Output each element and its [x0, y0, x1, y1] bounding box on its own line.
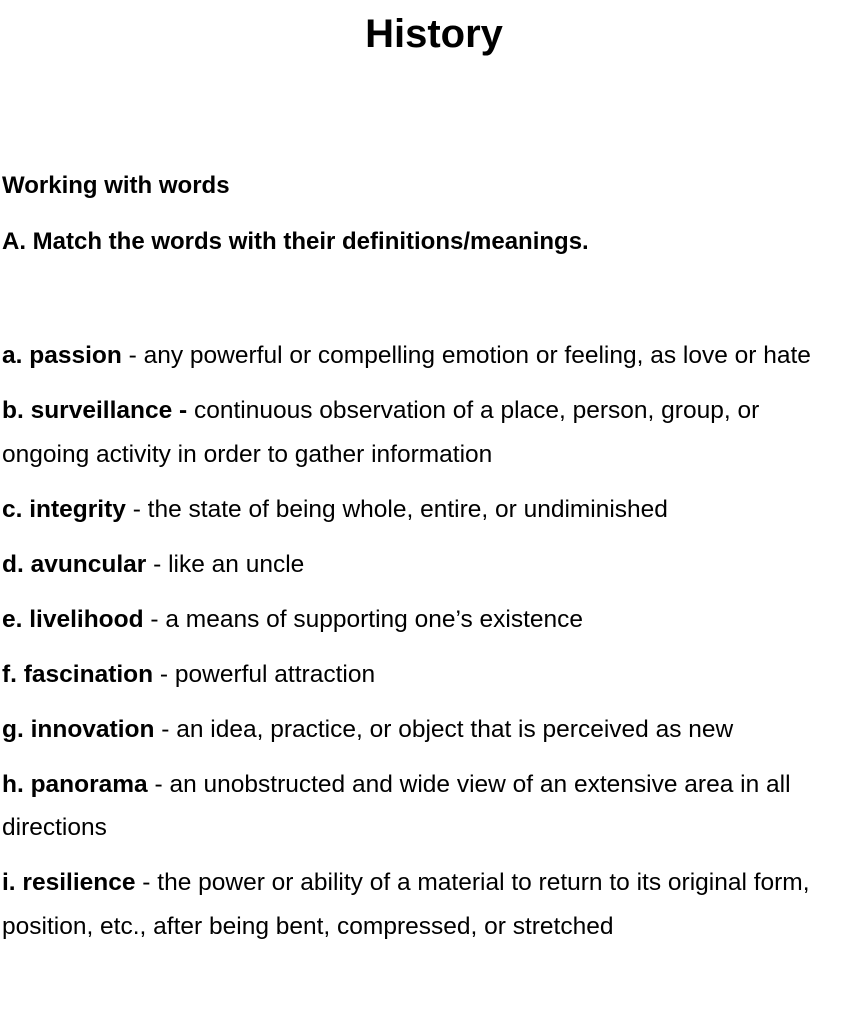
vocabulary-entry-innovation [2, 708, 852, 752]
vocabulary-entry-integrity [2, 488, 852, 532]
entry-separator: - [146, 550, 169, 578]
exercise-instruction: A. Match the words with their definitions/meanings. [2, 228, 589, 255]
entry-separator: - [135, 869, 158, 896]
page-title: History [365, 12, 503, 56]
entry-term: h. panorama [2, 770, 148, 798]
entry-term: a. passion [2, 342, 122, 369]
entry-term: g. innovation [2, 715, 155, 743]
entry-definition: the state of being whole, entire, or undiminished [147, 495, 668, 523]
vocabulary-list [2, 334, 852, 960]
entry-definition: continuous observation of a place, person, group, or ongoing activity in order to gather information [2, 397, 760, 468]
entry-separator [187, 397, 194, 424]
entry-term: b. surveillance - [2, 397, 188, 424]
entry-definition: powerful attraction [174, 660, 376, 688]
entry-term: f. fascination [2, 660, 154, 688]
vocabulary-entry-surveillance [2, 389, 852, 476]
entry-definition: a means of supporting one’s existence [165, 605, 584, 633]
vocabulary-entry-avuncular [2, 543, 852, 587]
entry-separator: - [125, 495, 148, 523]
entry-definition: an unobstructed and wide view of an extensive area in all directions [2, 770, 791, 841]
entry-term: d. avuncular [2, 550, 147, 578]
entry-separator: - [147, 770, 170, 798]
entry-separator: - [143, 605, 166, 633]
section-heading: Working with words [2, 172, 230, 199]
entry-separator: - [121, 342, 144, 369]
entry-definition: an idea, practice, or object that is perceived as new [176, 715, 734, 743]
entry-term: i. resilience [2, 869, 136, 896]
vocabulary-entry-passion [2, 334, 852, 378]
entry-term: c. integrity [2, 495, 126, 523]
entry-separator: - [154, 715, 177, 743]
entry-definition: like an uncle [168, 550, 305, 578]
vocabulary-entry-fascination [2, 653, 852, 697]
entry-term: e. livelihood [2, 605, 144, 633]
vocabulary-entry-panorama [2, 763, 852, 850]
entry-separator: - [153, 660, 175, 688]
entry-definition: the power or ability of a material to return to its original form, position, etc., after being bent, compressed, or stretched [2, 869, 810, 940]
vocabulary-entry-resilience [2, 861, 852, 948]
entry-definition: any powerful or compelling emotion or feeling, as love or hate [143, 342, 811, 369]
vocabulary-entry-livelihood [2, 598, 852, 642]
